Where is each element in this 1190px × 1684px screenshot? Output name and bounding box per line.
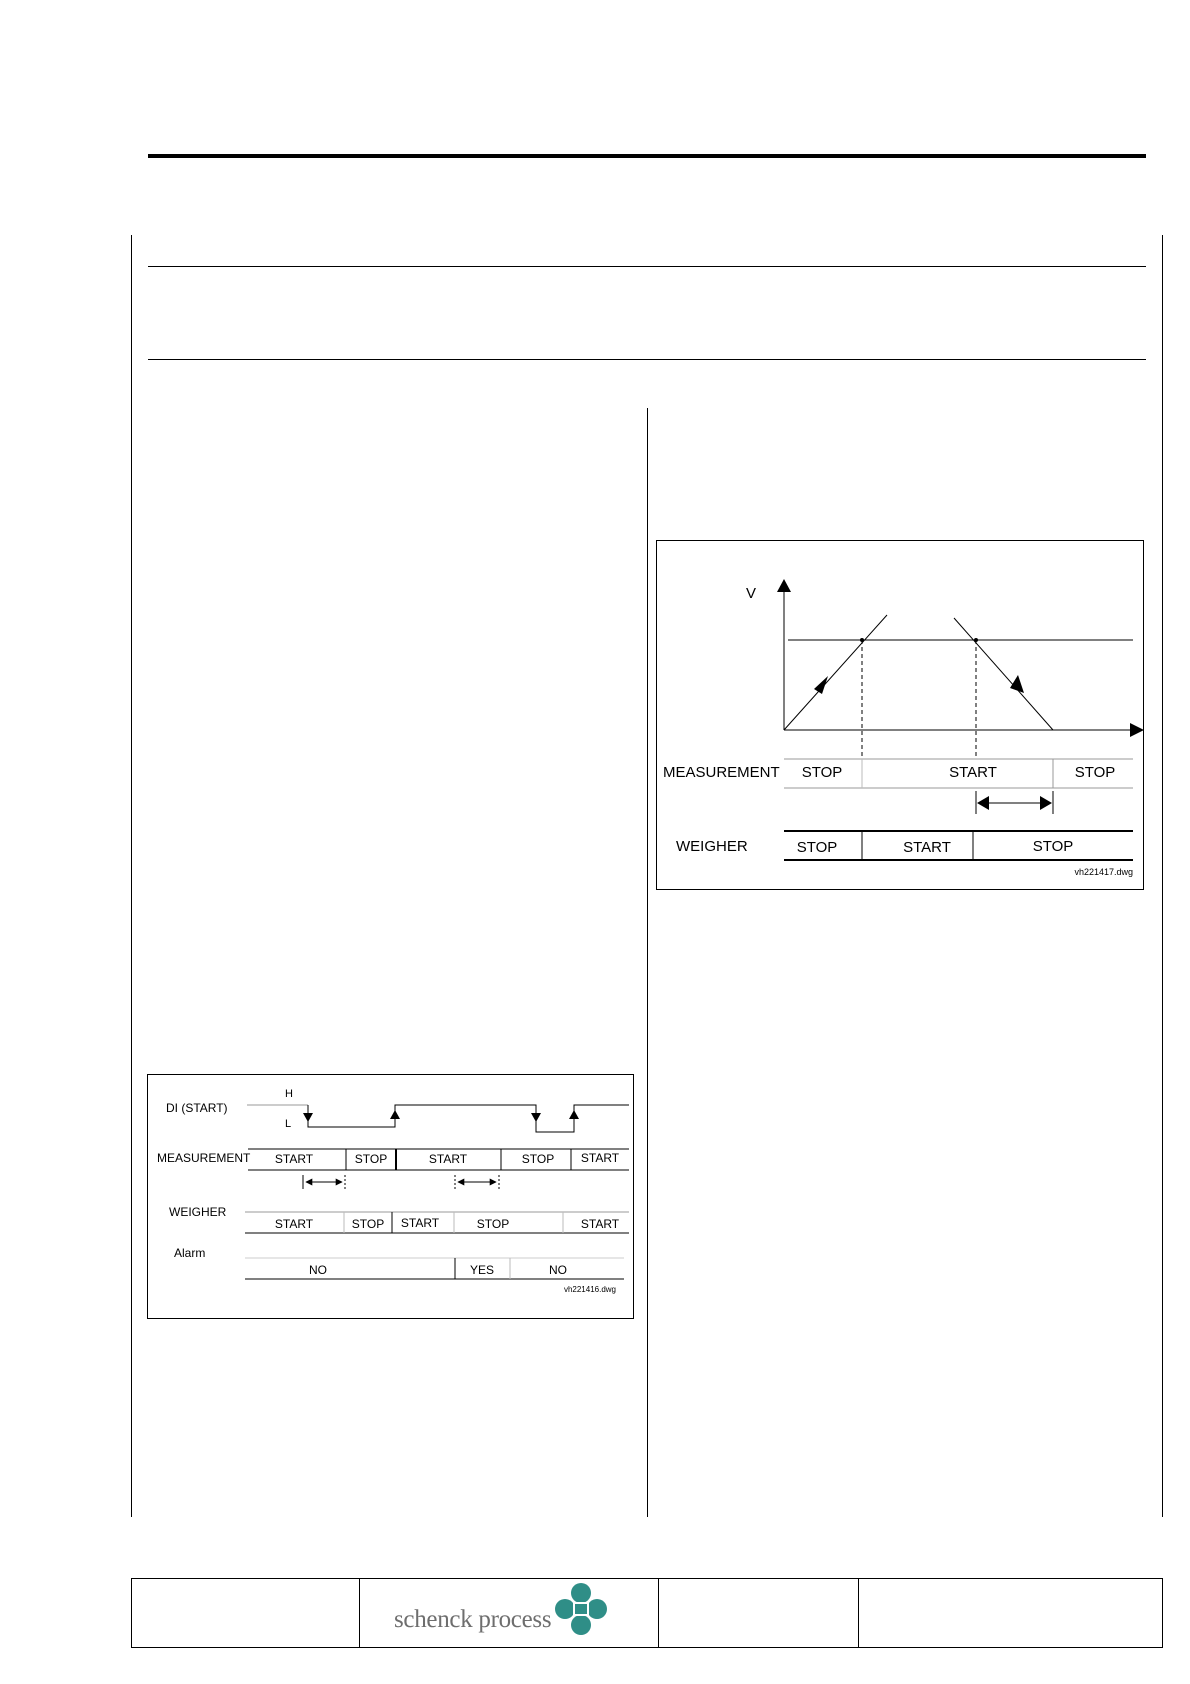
timing-diagram bbox=[148, 1075, 635, 1320]
weigher-state-0: START bbox=[274, 1217, 314, 1231]
page-frame-right bbox=[1162, 235, 1163, 1517]
weigher-state-3: STOP bbox=[476, 1217, 510, 1231]
delay-arrow bbox=[976, 791, 1053, 814]
footer-cell-4 bbox=[858, 1578, 1163, 1648]
ramp-up-arrow bbox=[814, 676, 828, 694]
timing-diagram-figure bbox=[147, 1074, 634, 1319]
figure1-file-ref: vh221416.dwg bbox=[563, 1285, 616, 1294]
measurement-state-3: STOP bbox=[521, 1152, 555, 1166]
measurement-state-2: STOP bbox=[1074, 764, 1116, 781]
delay-arrow-1 bbox=[303, 1175, 345, 1189]
weigher-state-4: START bbox=[580, 1217, 620, 1231]
di-low-label: L bbox=[285, 1118, 292, 1130]
alarm-label: Alarm bbox=[174, 1246, 206, 1260]
v-axis-label: V bbox=[746, 585, 757, 602]
alarm-state-2: NO bbox=[549, 1263, 567, 1277]
weigher-state-1: START bbox=[903, 839, 951, 856]
weigher-label: WEIGHER bbox=[676, 838, 748, 855]
weigher-state-1: STOP bbox=[351, 1217, 385, 1231]
weigher-state-2: STOP bbox=[1032, 838, 1074, 855]
weigher-state-2: START bbox=[400, 1216, 440, 1230]
di-start-label: DI (START) bbox=[166, 1101, 228, 1115]
di-edge-arrows bbox=[303, 1110, 579, 1122]
di-high-label: H bbox=[285, 1088, 293, 1100]
schenck-logo-icon bbox=[553, 1582, 609, 1636]
alarm-state-0: NO bbox=[309, 1263, 327, 1277]
measurement-state-1: START bbox=[949, 764, 997, 781]
axes bbox=[777, 579, 1144, 737]
logo-text: schenck process bbox=[394, 1606, 552, 1633]
ramp-up-line bbox=[784, 615, 887, 730]
section-rule-top bbox=[148, 266, 1146, 267]
footer-cell-3 bbox=[658, 1578, 859, 1648]
footer-cell-logo bbox=[359, 1578, 659, 1648]
ramp-down-line bbox=[954, 618, 1053, 730]
t-axis-arrow bbox=[1130, 723, 1144, 737]
delay-arrow-2 bbox=[455, 1175, 499, 1189]
figure2-file-ref: vh221417.dwg bbox=[1074, 867, 1133, 877]
measurement-state-2: START bbox=[428, 1152, 468, 1166]
weigher-label: WEIGHER bbox=[169, 1205, 227, 1219]
velocity-diagram bbox=[657, 541, 1145, 891]
weigher-state-0: STOP bbox=[796, 839, 838, 856]
measurement-state-0: START bbox=[274, 1152, 314, 1166]
footer-cell-1 bbox=[131, 1578, 360, 1648]
header-rule bbox=[148, 154, 1146, 158]
measurement-label: MEASUREMENT bbox=[157, 1151, 251, 1165]
v-axis-arrow bbox=[777, 579, 791, 592]
section-rule-bottom bbox=[148, 359, 1146, 360]
measurement-label: MEASUREMENT bbox=[663, 764, 780, 781]
measurement-state-4: START bbox=[580, 1151, 620, 1165]
column-divider bbox=[647, 408, 648, 1517]
measurement-state-1: STOP bbox=[354, 1152, 388, 1166]
alarm-state-1: YES bbox=[469, 1263, 495, 1277]
velocity-diagram-figure bbox=[656, 540, 1144, 890]
measurement-state-0: STOP bbox=[801, 764, 843, 781]
page-frame-left bbox=[131, 235, 132, 1517]
